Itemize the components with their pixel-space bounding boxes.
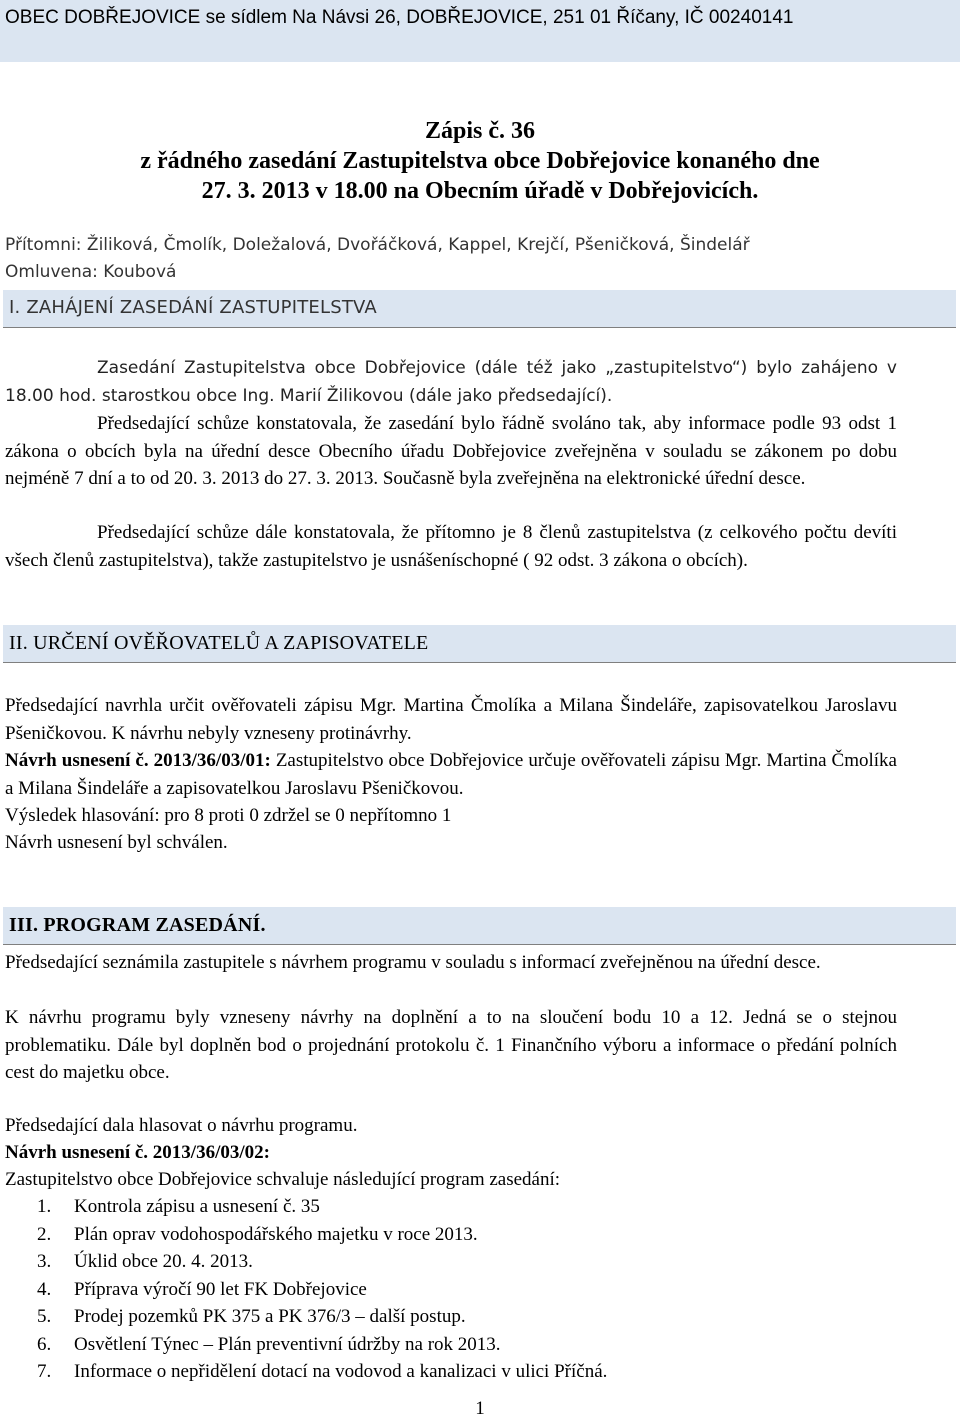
municipality-header: OBEC DOBŘEJOVICE se sídlem Na Návsi 26, DOBŘEJOVICE, 251 01 Říčany, IČ 00240141 bbox=[5, 7, 794, 28]
page-number: 1 bbox=[475, 1398, 485, 1419]
document-title: Zápis č. 36 bbox=[424, 118, 535, 144]
section-heading: III. PROGRAM ZASEDÁNÍ. bbox=[9, 914, 266, 936]
document-subtitle: z řádného zasedání Zastupitelstva obce Dobřejovice konaného dne bbox=[140, 148, 820, 174]
section-heading-box bbox=[3, 907, 956, 945]
program-list bbox=[37, 1193, 897, 1386]
paragraph: Předsedající seznámila zastupitele s návrhem programu v souladu s informací zveřejněnou na úřední desce. bbox=[5, 952, 821, 973]
paragraph: Předsedající navrhla určit ověřovateli zápisu Mgr. Martina Čmolíka a Milana Šindeláře, zapisovatelkou Jaroslavu Pšeničkovou. K návrhu nebyly vzneseny protinávrhy. bbox=[5, 695, 897, 744]
resolution-label: Návrh usnesení č. 2013/36/03/01: bbox=[5, 750, 271, 771]
resolution-text: Zastupitelstvo obce Dobřejovice určuje ověřovateli zápisu Mgr. Martina Čmolíka a Milana Šindeláře a zapisovatelkou Jaroslavu Pšeničkovou. bbox=[5, 750, 897, 799]
paragraph: Předsedající schůze konstatovala, že zasedání bylo řádně svoláno tak, aby informace podle 93 odst 1 zákona o obcích byla na úřední desce Obecního úřadu Dobřejovice zveřejněna v souladu se zákonem po dobu nejméně 7 dní a to od 20. 3. 2013 do 27. 3. 2013. Současně byla zveřejněna na elektronické úřední desce. bbox=[5, 413, 897, 489]
paragraph: Předsedající schůze dále konstatovala, že přítomno je 8 členů zastupitelstva (z celkového počtu devíti všech členů zastupitelstva), takže zastupitelstvo je usnášeníschopné ( 92 odst. 3 zákona o obcích). bbox=[5, 522, 897, 571]
list-item: 7. Informace o nepřidělení dotací na vodovod a kanalizaci v ulici Příčná. bbox=[37, 1361, 608, 1382]
resolution-status: Návrh usnesení byl schválen. bbox=[5, 832, 228, 853]
list-item: 2. Plán oprav vodohospodářského majetku v roce 2013. bbox=[37, 1223, 478, 1245]
resolution bbox=[5, 747, 897, 802]
list-item: 3. Úklid obce 20. 4. 2013. bbox=[37, 1251, 253, 1272]
section-heading-box bbox=[3, 290, 956, 328]
list-item: 5. Prodej pozemků PK 375 a PK 376/3 – další postup. bbox=[37, 1306, 466, 1327]
vote-result: Výsledek hlasování: pro 8 proti 0 zdržel se 0 nepřítomno 1 bbox=[5, 805, 452, 826]
resolution-label: Návrh usnesení č. 2013/36/03/02: bbox=[5, 1142, 270, 1163]
section-heading: I. ZAHÁJENÍ ZASEDÁNÍ ZASTUPITELSTVA bbox=[9, 297, 377, 318]
attendance-excused: Omluvena: Koubová bbox=[5, 262, 177, 282]
list-item: 4. Příprava výročí 90 let FK Dobřejovice bbox=[37, 1278, 367, 1300]
paragraph: K návrhu programu byly vzneseny návrhy na doplnění a to na sloučení bodu 10 a 12. Jedná se o stejnou problematiku. Dále byl doplněn bod o projednání protokolu č. 1 Finančního výboru a informace o předání polních cest do majetku obce. bbox=[5, 1007, 897, 1083]
attendance-present: Přítomni: Žiliková, Čmolík, Doležalová, Dvořáčková, Kappel, Krejčí, Pšeničková, Šindelář bbox=[5, 235, 750, 255]
program-intro: Zastupitelstvo obce Dobřejovice schvaluje následující program zasedání: bbox=[5, 1169, 561, 1190]
paragraph: Předsedající dala hlasovat o návrhu programu. bbox=[5, 1115, 358, 1136]
list-item: 6. Osvětlení Týnec – Plán preventivní údržby na rok 2013. bbox=[37, 1333, 501, 1355]
list-item: 1. Kontrola zápisu a usnesení č. 35 bbox=[37, 1196, 320, 1217]
section-heading-box bbox=[3, 625, 956, 663]
document-date: 27. 3. 2013 v 18.00 na Obecním úřadě v Dobřejovicích. bbox=[201, 178, 759, 204]
paragraph: Zasedání Zastupitelstva obce Dobřejovice (dále též jako „zastupitelstvo“) bylo zahájeno v 18.00 hod. starostkou obce Ing. Marií Žilikovou (dále jako předsedající). bbox=[5, 358, 897, 406]
section-heading: II. URČENÍ OVĚŘOVATELŮ A ZAPISOVATELE bbox=[9, 632, 429, 654]
